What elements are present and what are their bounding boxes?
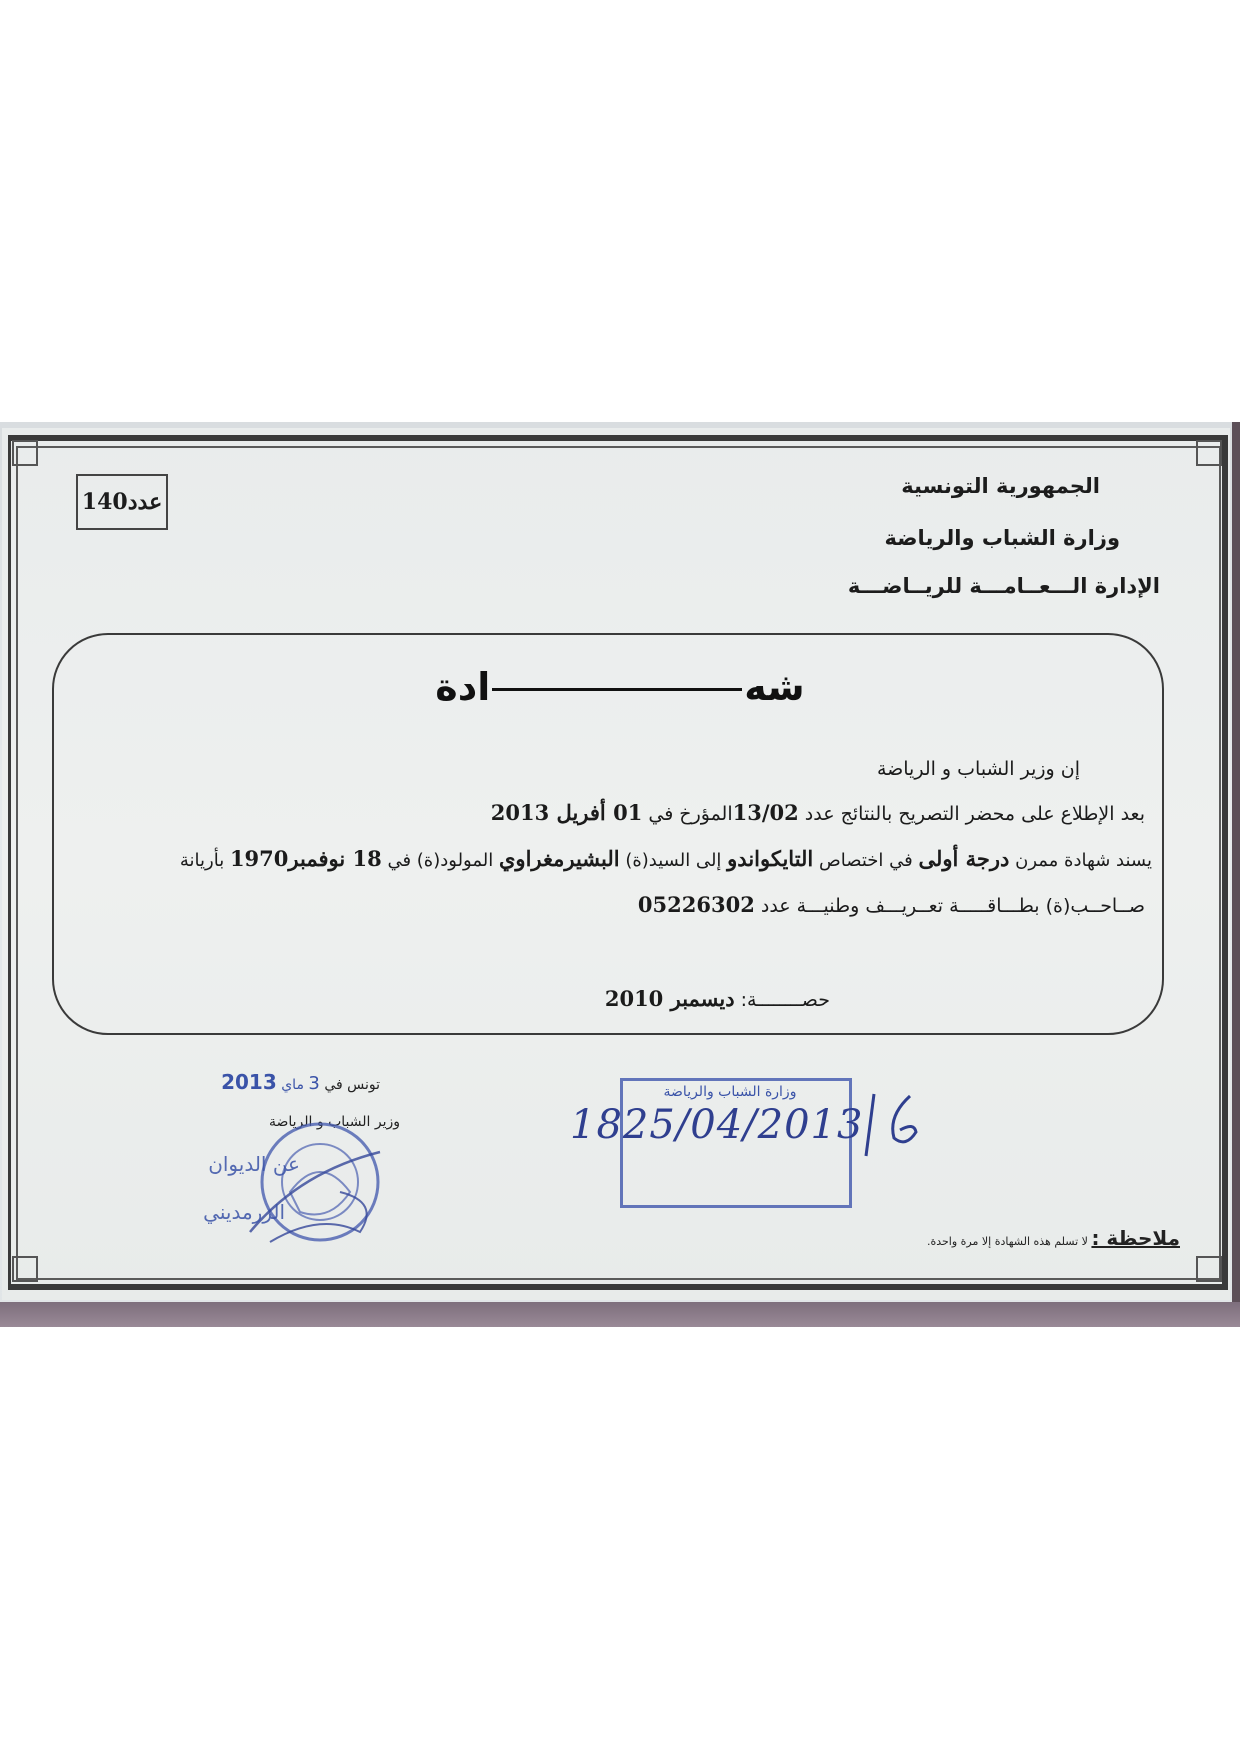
specialty-text: في اختصاص: [813, 850, 919, 871]
born-text: المولود(ة) في: [381, 850, 499, 871]
body-line-session: [605, 986, 830, 1011]
corner-ornament: [1196, 440, 1222, 466]
body-line-id: [638, 892, 1145, 917]
birth-date: 18 نوفمبر1970: [229, 846, 382, 871]
session-label: حصــــــــة:: [734, 989, 830, 1011]
session-value: ديسمبر 2010: [604, 986, 735, 1011]
header-republic: الجمهورية التونسية: [901, 474, 1100, 498]
footer-note: [927, 1226, 1180, 1250]
date-month: ماي: [281, 1077, 304, 1093]
title-start: شه: [744, 665, 805, 709]
seal-text-line2: الزرمديني: [203, 1200, 285, 1224]
registry-stamp-org: وزارة الشباب والرياضة: [663, 1084, 797, 1100]
certificate-number-box: [76, 474, 168, 530]
registry-handwritten-number: 1825/04/2013: [570, 1102, 864, 1148]
report-dated-text: المؤرخ في: [642, 803, 733, 825]
corner-ornament: [1196, 1256, 1222, 1282]
title-kashida: [492, 688, 742, 691]
note-text: لا تسلم هذه الشهادة إلا مرة واحدة.: [926, 1235, 1092, 1248]
report-date: 01 أفريل 2013: [490, 800, 643, 825]
recipient-name: البشيرمغراوي: [498, 846, 620, 871]
birth-place: بأريانة: [179, 850, 230, 871]
signer-title: وزير الشباب و الرياضة: [268, 1114, 400, 1130]
title-end: ادة: [435, 665, 491, 709]
number-label: عدد: [127, 489, 163, 515]
header-ministry: وزارة الشباب والرياضة: [884, 526, 1120, 550]
report-number: 13/02: [732, 800, 799, 825]
certificate-title: [320, 665, 920, 709]
place-date-label: تونس في: [324, 1077, 380, 1093]
number-value: 140: [81, 489, 128, 515]
header-directorate: الإدارة الـــعــامـــة للريــاضـــة: [847, 574, 1160, 598]
sport: التايكواندو: [727, 846, 814, 871]
corner-ornament: [12, 1256, 38, 1282]
photo-edge: [0, 1302, 1240, 1327]
date-day: 3: [308, 1073, 320, 1094]
grade: درجة أولى: [918, 846, 1010, 871]
grant-text: يسند شهادة ممرن: [1009, 850, 1152, 871]
recipient-text: إلى السيد(ة): [619, 850, 728, 871]
date-year: 2013: [221, 1070, 277, 1094]
photo-edge: [1232, 422, 1240, 1302]
body-line-report: [491, 800, 1145, 825]
id-text: صــاحــب(ة) بطـــاقـــــة تعــريـــف وطنيـــة عدد: [754, 895, 1145, 917]
ministry-seal-icon: [230, 1112, 400, 1262]
report-text: بعد الإطلاع على محضر التصريح بالنتائج عدد: [798, 803, 1145, 825]
note-label: ملاحظة :: [1091, 1226, 1180, 1250]
corner-ornament: [12, 440, 38, 466]
seal-text-line1: عن الديوان: [208, 1152, 300, 1176]
body-line-grant: [180, 846, 1152, 871]
place-date-line: [180, 1070, 380, 1094]
id-number: 05226302: [637, 892, 755, 917]
body-line-minister: إن وزير الشباب و الرياضة: [876, 758, 1080, 780]
handwritten-mark-icon: [860, 1086, 930, 1166]
